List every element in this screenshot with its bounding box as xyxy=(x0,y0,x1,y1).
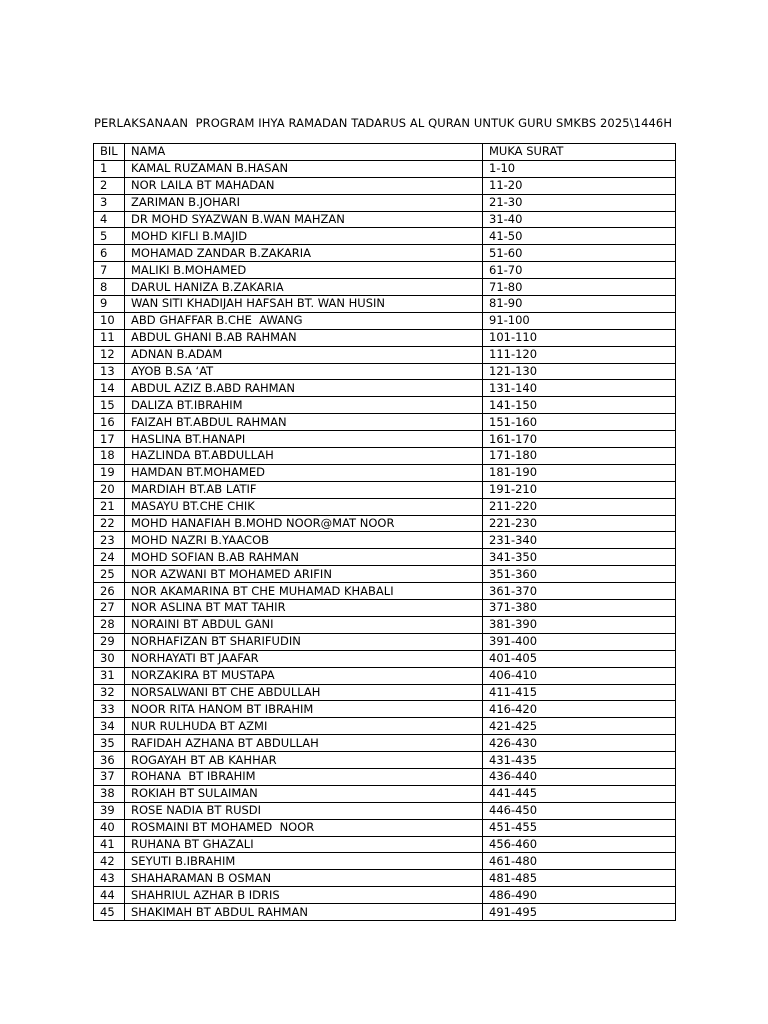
cell-muka-surat: 401-405 xyxy=(483,650,676,667)
cell-muka-surat: 436-440 xyxy=(483,768,676,785)
cell-nama: SHAKIMAH BT ABDUL RAHMAN xyxy=(125,904,483,921)
cell-nama: ABD GHAFFAR B.CHE AWANG xyxy=(125,312,483,329)
table-row xyxy=(94,583,676,600)
table-row xyxy=(94,667,676,684)
table-row xyxy=(94,532,676,549)
cell-muka-surat: 406-410 xyxy=(483,667,676,684)
cell-nama: RUHANA BT GHAZALI xyxy=(125,836,483,853)
cell-nama: NORAINI BT ABDUL GANI xyxy=(125,616,483,633)
cell-muka-surat: 161-170 xyxy=(483,431,676,448)
cell-bil: 20 xyxy=(94,481,125,498)
cell-bil: 41 xyxy=(94,836,125,853)
cell-bil: 26 xyxy=(94,583,125,600)
cell-muka-surat: 171-180 xyxy=(483,448,676,465)
table-row xyxy=(94,312,676,329)
cell-nama: NOOR RITA HANOM BT IBRAHIM xyxy=(125,701,483,718)
cell-muka-surat: 446-450 xyxy=(483,802,676,819)
cell-bil: 16 xyxy=(94,414,125,431)
cell-bil: 34 xyxy=(94,718,125,735)
table-row xyxy=(94,228,676,245)
cell-bil: 7 xyxy=(94,262,125,279)
cell-muka-surat: 181-190 xyxy=(483,464,676,481)
cell-bil: 23 xyxy=(94,532,125,549)
cell-nama: NOR LAILA BT MAHADAN xyxy=(125,177,483,194)
table-row xyxy=(94,853,676,870)
cell-muka-surat: 421-425 xyxy=(483,718,676,735)
cell-muka-surat: 131-140 xyxy=(483,380,676,397)
cell-nama: MASAYU BT.CHE CHIK xyxy=(125,498,483,515)
table-row xyxy=(94,836,676,853)
cell-muka-surat: 416-420 xyxy=(483,701,676,718)
cell-muka-surat: 141-150 xyxy=(483,397,676,414)
cell-nama: NOR AKAMARINA BT CHE MUHAMAD KHABALI xyxy=(125,583,483,600)
table-row xyxy=(94,177,676,194)
cell-nama: FAIZAH BT.ABDUL RAHMAN xyxy=(125,414,483,431)
cell-bil: 9 xyxy=(94,296,125,313)
table-row xyxy=(94,566,676,583)
cell-muka-surat: 41-50 xyxy=(483,228,676,245)
table-row xyxy=(94,481,676,498)
table-row xyxy=(94,549,676,566)
cell-muka-surat: 486-490 xyxy=(483,887,676,904)
cell-muka-surat: 456-460 xyxy=(483,836,676,853)
cell-muka-surat: 231-340 xyxy=(483,532,676,549)
cell-bil: 12 xyxy=(94,346,125,363)
cell-nama: MARDIAH BT.AB LATIF xyxy=(125,481,483,498)
cell-bil: 2 xyxy=(94,177,125,194)
table-row xyxy=(94,160,676,177)
table-row xyxy=(94,515,676,532)
cell-nama: NUR RULHUDA BT AZMI xyxy=(125,718,483,735)
cell-muka-surat: 1-10 xyxy=(483,160,676,177)
cell-nama: WAN SITI KHADIJAH HAFSAH BT. WAN HUSIN xyxy=(125,296,483,313)
cell-muka-surat: 391-400 xyxy=(483,633,676,650)
cell-bil: 6 xyxy=(94,245,125,262)
cell-bil: 36 xyxy=(94,752,125,769)
cell-nama: SHAHARAMAN B OSMAN xyxy=(125,870,483,887)
cell-muka-surat: 381-390 xyxy=(483,616,676,633)
cell-nama: ROSE NADIA BT RUSDI xyxy=(125,802,483,819)
table-row xyxy=(94,752,676,769)
cell-bil: 18 xyxy=(94,448,125,465)
table-row xyxy=(94,650,676,667)
table-row xyxy=(94,431,676,448)
table-header-row xyxy=(94,144,676,161)
table-row xyxy=(94,448,676,465)
document-title: PERLAKSANAAN PROGRAM IHYA RAMADAN TADARUS AL QURAN UNTUK GURU SMKBS 2025\1446H xyxy=(94,116,673,130)
cell-bil: 22 xyxy=(94,515,125,532)
cell-nama: SEYUTI B.IBRAHIM xyxy=(125,853,483,870)
cell-muka-surat: 451-455 xyxy=(483,819,676,836)
cell-bil: 27 xyxy=(94,600,125,617)
table-row xyxy=(94,498,676,515)
table-row xyxy=(94,380,676,397)
cell-nama: HAZLINDA BT.ABDULLAH xyxy=(125,448,483,465)
cell-bil: 40 xyxy=(94,819,125,836)
table-row xyxy=(94,735,676,752)
table-row xyxy=(94,363,676,380)
cell-nama: ROSMAINI BT MOHAMED NOOR xyxy=(125,819,483,836)
cell-muka-surat: 191-210 xyxy=(483,481,676,498)
table-row xyxy=(94,211,676,228)
table-row xyxy=(94,768,676,785)
table-row xyxy=(94,904,676,921)
cell-muka-surat: 21-30 xyxy=(483,194,676,211)
cell-nama: MOHD NAZRI B.YAACOB xyxy=(125,532,483,549)
cell-nama: ABDUL GHANI B.AB RAHMAN xyxy=(125,329,483,346)
cell-muka-surat: 431-435 xyxy=(483,752,676,769)
cell-bil: 28 xyxy=(94,616,125,633)
cell-bil: 3 xyxy=(94,194,125,211)
cell-nama: ROGAYAH BT AB KAHHAR xyxy=(125,752,483,769)
cell-bil: 39 xyxy=(94,802,125,819)
cell-nama: MOHD HANAFIAH B.MOHD NOOR@MAT NOOR xyxy=(125,515,483,532)
cell-bil: 25 xyxy=(94,566,125,583)
cell-muka-surat: 211-220 xyxy=(483,498,676,515)
cell-muka-surat: 371-380 xyxy=(483,600,676,617)
cell-muka-surat: 491-495 xyxy=(483,904,676,921)
cell-nama: NORSALWANI BT CHE ABDULLAH xyxy=(125,684,483,701)
table-row xyxy=(94,346,676,363)
table-row xyxy=(94,616,676,633)
cell-bil: 35 xyxy=(94,735,125,752)
table-row xyxy=(94,600,676,617)
cell-bil: 38 xyxy=(94,785,125,802)
cell-bil: 30 xyxy=(94,650,125,667)
cell-nama: ADNAN B.ADAM xyxy=(125,346,483,363)
cell-nama: DR MOHD SYAZWAN B.WAN MAHZAN xyxy=(125,211,483,228)
header-nama: NAMA xyxy=(125,144,483,161)
cell-bil: 37 xyxy=(94,768,125,785)
cell-nama: NOR ASLINA BT MAT TAHIR xyxy=(125,600,483,617)
cell-bil: 24 xyxy=(94,549,125,566)
table-row xyxy=(94,802,676,819)
cell-nama: MOHAMAD ZANDAR B.ZAKARIA xyxy=(125,245,483,262)
header-muka-surat: MUKA SURAT xyxy=(483,144,676,161)
table-row xyxy=(94,414,676,431)
cell-muka-surat: 121-130 xyxy=(483,363,676,380)
cell-muka-surat: 481-485 xyxy=(483,870,676,887)
cell-nama: ROHANA BT IBRAHIM xyxy=(125,768,483,785)
cell-bil: 43 xyxy=(94,870,125,887)
cell-nama: HAMDAN BT.MOHAMED xyxy=(125,464,483,481)
cell-nama: NORHAYATI BT JAAFAR xyxy=(125,650,483,667)
cell-muka-surat: 101-110 xyxy=(483,329,676,346)
table-row xyxy=(94,397,676,414)
cell-muka-surat: 61-70 xyxy=(483,262,676,279)
cell-bil: 5 xyxy=(94,228,125,245)
cell-muka-surat: 221-230 xyxy=(483,515,676,532)
cell-muka-surat: 11-20 xyxy=(483,177,676,194)
cell-nama: DALIZA BT.IBRAHIM xyxy=(125,397,483,414)
cell-bil: 1 xyxy=(94,160,125,177)
table-row xyxy=(94,701,676,718)
cell-muka-surat: 351-360 xyxy=(483,566,676,583)
table-row xyxy=(94,245,676,262)
tadarus-schedule-table xyxy=(93,143,676,921)
cell-muka-surat: 71-80 xyxy=(483,279,676,296)
cell-muka-surat: 361-370 xyxy=(483,583,676,600)
cell-nama: HASLINA BT.HANAPI xyxy=(125,431,483,448)
cell-muka-surat: 151-160 xyxy=(483,414,676,431)
table-row xyxy=(94,887,676,904)
cell-bil: 13 xyxy=(94,363,125,380)
cell-nama: SHAHRIUL AZHAR B IDRIS xyxy=(125,887,483,904)
table-row xyxy=(94,279,676,296)
cell-bil: 19 xyxy=(94,464,125,481)
cell-nama: MOHD KIFLI B.MAJID xyxy=(125,228,483,245)
cell-nama: MALIKI B.MOHAMED xyxy=(125,262,483,279)
cell-nama: RAFIDAH AZHANA BT ABDULLAH xyxy=(125,735,483,752)
table-row xyxy=(94,329,676,346)
table-row xyxy=(94,262,676,279)
cell-bil: 10 xyxy=(94,312,125,329)
cell-nama: AYOB B.SA ‘AT xyxy=(125,363,483,380)
cell-bil: 44 xyxy=(94,887,125,904)
table-row xyxy=(94,296,676,313)
cell-bil: 17 xyxy=(94,431,125,448)
cell-muka-surat: 81-90 xyxy=(483,296,676,313)
cell-bil: 29 xyxy=(94,633,125,650)
cell-muka-surat: 461-480 xyxy=(483,853,676,870)
cell-muka-surat: 51-60 xyxy=(483,245,676,262)
cell-muka-surat: 31-40 xyxy=(483,211,676,228)
cell-bil: 32 xyxy=(94,684,125,701)
cell-nama: ROKIAH BT SULAIMAN xyxy=(125,785,483,802)
table-row xyxy=(94,194,676,211)
table-body xyxy=(94,160,676,920)
cell-bil: 33 xyxy=(94,701,125,718)
cell-nama: ABDUL AZIZ B.ABD RAHMAN xyxy=(125,380,483,397)
table-row xyxy=(94,464,676,481)
cell-muka-surat: 426-430 xyxy=(483,735,676,752)
table-row xyxy=(94,819,676,836)
cell-nama: ZARIMAN B.JOHARI xyxy=(125,194,483,211)
cell-bil: 31 xyxy=(94,667,125,684)
table-row xyxy=(94,633,676,650)
table-row xyxy=(94,718,676,735)
cell-bil: 15 xyxy=(94,397,125,414)
cell-nama: KAMAL RUZAMAN B.HASAN xyxy=(125,160,483,177)
cell-bil: 14 xyxy=(94,380,125,397)
cell-nama: NORZAKIRA BT MUSTAPA xyxy=(125,667,483,684)
table-row xyxy=(94,684,676,701)
cell-nama: NOR AZWANI BT MOHAMED ARIFIN xyxy=(125,566,483,583)
cell-nama: NORHAFIZAN BT SHARIFUDIN xyxy=(125,633,483,650)
cell-nama: MOHD SOFIAN B.AB RAHMAN xyxy=(125,549,483,566)
cell-muka-surat: 341-350 xyxy=(483,549,676,566)
cell-muka-surat: 441-445 xyxy=(483,785,676,802)
header-bil: BIL xyxy=(94,144,125,161)
cell-bil: 45 xyxy=(94,904,125,921)
cell-bil: 42 xyxy=(94,853,125,870)
cell-muka-surat: 91-100 xyxy=(483,312,676,329)
table-row xyxy=(94,870,676,887)
cell-muka-surat: 411-415 xyxy=(483,684,676,701)
cell-muka-surat: 111-120 xyxy=(483,346,676,363)
cell-bil: 8 xyxy=(94,279,125,296)
cell-bil: 21 xyxy=(94,498,125,515)
cell-nama: DARUL HANIZA B.ZAKARIA xyxy=(125,279,483,296)
cell-bil: 11 xyxy=(94,329,125,346)
table-row xyxy=(94,785,676,802)
cell-bil: 4 xyxy=(94,211,125,228)
